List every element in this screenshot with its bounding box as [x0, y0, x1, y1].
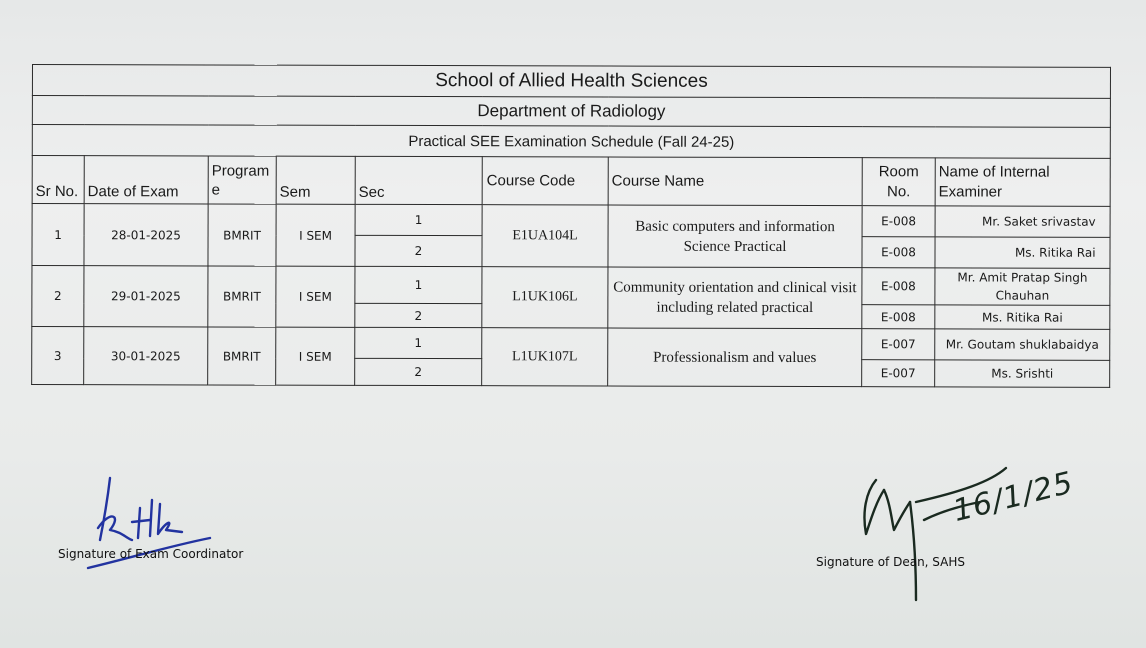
col-program: Program e: [208, 156, 276, 204]
col-sec: Sec: [355, 156, 482, 204]
col-sem: Sem: [276, 156, 355, 204]
section: 2: [355, 303, 482, 327]
course-name: Basic computers and information Science Practical: [608, 205, 862, 268]
section: 1: [355, 266, 482, 303]
section: 1: [355, 327, 482, 358]
semester: I SEM: [276, 204, 355, 266]
examiner-name: Mr. Goutam shuklabaidya: [935, 329, 1110, 360]
col-examiner: Name of Internal Examiner: [935, 158, 1110, 206]
course-name: Community orientation and clinical visit including related practical: [608, 267, 862, 329]
dean-signature-date: 16/1/25: [949, 465, 1078, 529]
coordinator-signature: [70, 470, 230, 580]
examiner-name: Ms. Ritika Rai: [935, 305, 1110, 329]
examiner-name: Mr. Saket srivastav: [935, 206, 1110, 237]
program: BMRIT: [208, 327, 276, 385]
sr-no: 3: [32, 327, 84, 385]
course-code: L1UK106L: [482, 267, 608, 328]
program: BMRIT: [208, 266, 276, 327]
room-no: E-008: [862, 206, 935, 237]
course-code: E1UA104L: [482, 205, 608, 267]
sr-no: 2: [32, 266, 84, 327]
col-room: Room No.: [862, 158, 935, 206]
semester: I SEM: [276, 327, 355, 385]
program: BMRIT: [208, 204, 276, 266]
column-header-row: [32, 156, 1110, 207]
course-name: Professionalism and values: [608, 328, 862, 387]
schedule-table: [31, 64, 1111, 388]
table-row: [32, 204, 1110, 238]
department-title: Department of Radiology: [32, 96, 1110, 128]
exam-date: 28-01-2025: [84, 204, 208, 266]
section: 2: [355, 235, 482, 266]
room-no: E-007: [862, 360, 935, 387]
room-no: E-008: [862, 268, 935, 305]
exam-date: 30-01-2025: [84, 327, 208, 385]
examiner-name: Ms. Srishti: [935, 360, 1110, 387]
table-row: [32, 327, 1110, 361]
coordinator-signature-label: Signature of Exam Coordinator: [58, 547, 244, 561]
room-no: E-008: [862, 237, 935, 268]
col-date: Date of Exam: [84, 156, 208, 204]
dean-signature-label: Signature of Dean, SAHS: [816, 555, 965, 569]
table-row: [32, 266, 1110, 306]
section: 1: [355, 204, 482, 235]
course-code: L1UK107L: [482, 328, 608, 386]
school-title: School of Allied Health Sciences: [32, 65, 1110, 99]
room-no: E-008: [862, 305, 935, 329]
schedule-title: Practical SEE Examination Schedule (Fall 24-25): [32, 125, 1110, 159]
col-sr-no: Sr No.: [32, 156, 84, 204]
section: 2: [355, 358, 482, 385]
schedule-sheet: [31, 64, 1110, 388]
col-course-name: Course Name: [608, 157, 862, 206]
col-course-code: Course Code: [482, 157, 608, 205]
examiner-name: Ms. Ritika Rai: [935, 237, 1110, 268]
semester: I SEM: [276, 266, 355, 327]
sr-no: 1: [32, 204, 84, 266]
examiner-name: Mr. Amit Pratap Singh Chauhan: [935, 268, 1110, 305]
exam-date: 29-01-2025: [84, 266, 208, 327]
room-no: E-007: [862, 329, 935, 360]
